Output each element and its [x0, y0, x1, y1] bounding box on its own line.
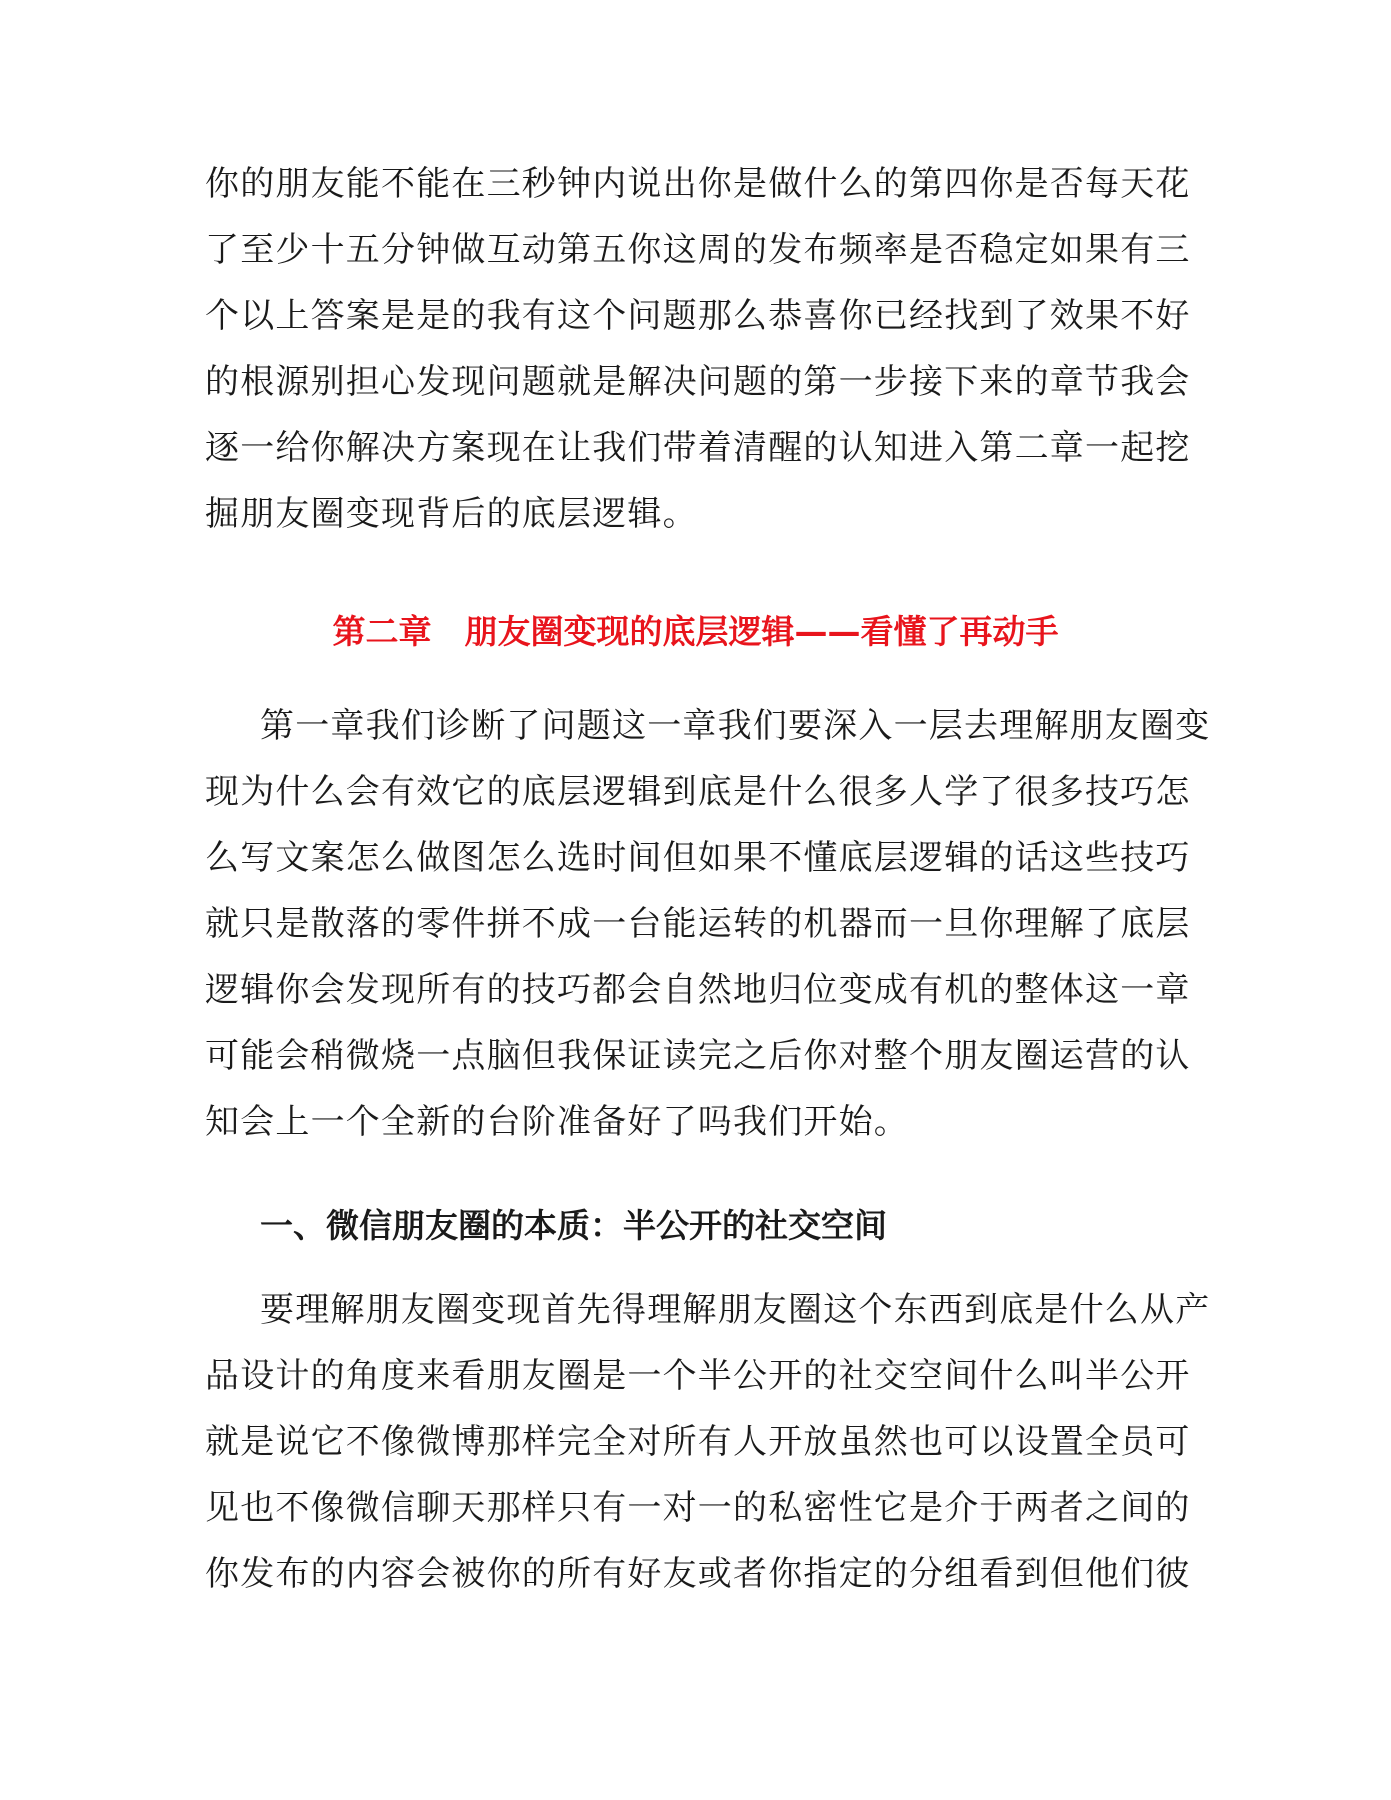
- paragraph-line: 你的朋友能不能在三秒钟内说出你是做什么的第四你是否每天花: [205, 164, 1191, 204]
- paragraph-line: 可能会稍微烧一点脑但我保证读完之后你对整个朋友圈运营的认: [205, 1036, 1191, 1076]
- paragraph-line: 逐一给你解决方案现在让我们带着清醒的认知进入第二章一起挖: [205, 428, 1191, 468]
- paragraph-line: 么写文案怎么做图怎么选时间但如果不懂底层逻辑的话这些技巧: [205, 838, 1191, 878]
- paragraph-line: 知会上一个全新的台阶准备好了吗我们开始。: [205, 1102, 909, 1142]
- paragraph-line: 了至少十五分钟做互动第五你这周的发布频率是否稳定如果有三: [205, 230, 1191, 270]
- paragraph-line: 现为什么会有效它的底层逻辑到底是什么很多人学了很多技巧怎: [205, 772, 1191, 812]
- chapter-heading: 第二章 朋友圈变现的底层逻辑——看懂了再动手: [332, 612, 1059, 651]
- paragraph-line: 就是说它不像微博那样完全对所有人开放虽然也可以设置全员可: [205, 1422, 1191, 1462]
- paragraph-line: 的根源别担心发现问题就是解决问题的第一步接下来的章节我会: [205, 362, 1191, 402]
- paragraph-line: 个以上答案是是的我有这个问题那么恭喜你已经找到了效果不好: [205, 296, 1191, 336]
- paragraph-line: 掘朋友圈变现背后的底层逻辑。: [205, 494, 698, 534]
- paragraph-line: 就只是散落的零件拼不成一台能运转的机器而一旦你理解了底层: [205, 904, 1191, 944]
- paragraph-line: 要理解朋友圈变现首先得理解朋友圈这个东西到底是什么从产: [260, 1290, 1211, 1330]
- section-heading: 一、微信朋友圈的本质：半公开的社交空间: [260, 1206, 887, 1245]
- paragraph-line: 品设计的角度来看朋友圈是一个半公开的社交空间什么叫半公开: [205, 1356, 1191, 1396]
- paragraph-line: 你发布的内容会被你的所有好友或者你指定的分组看到但他们彼: [205, 1554, 1191, 1594]
- paragraph-line: 第一章我们诊断了问题这一章我们要深入一层去理解朋友圈变: [260, 706, 1211, 746]
- paragraph-line: 见也不像微信聊天那样只有一对一的私密性它是介于两者之间的: [205, 1488, 1191, 1528]
- paragraph-line: 逻辑你会发现所有的技巧都会自然地归位变成有机的整体这一章: [205, 970, 1191, 1010]
